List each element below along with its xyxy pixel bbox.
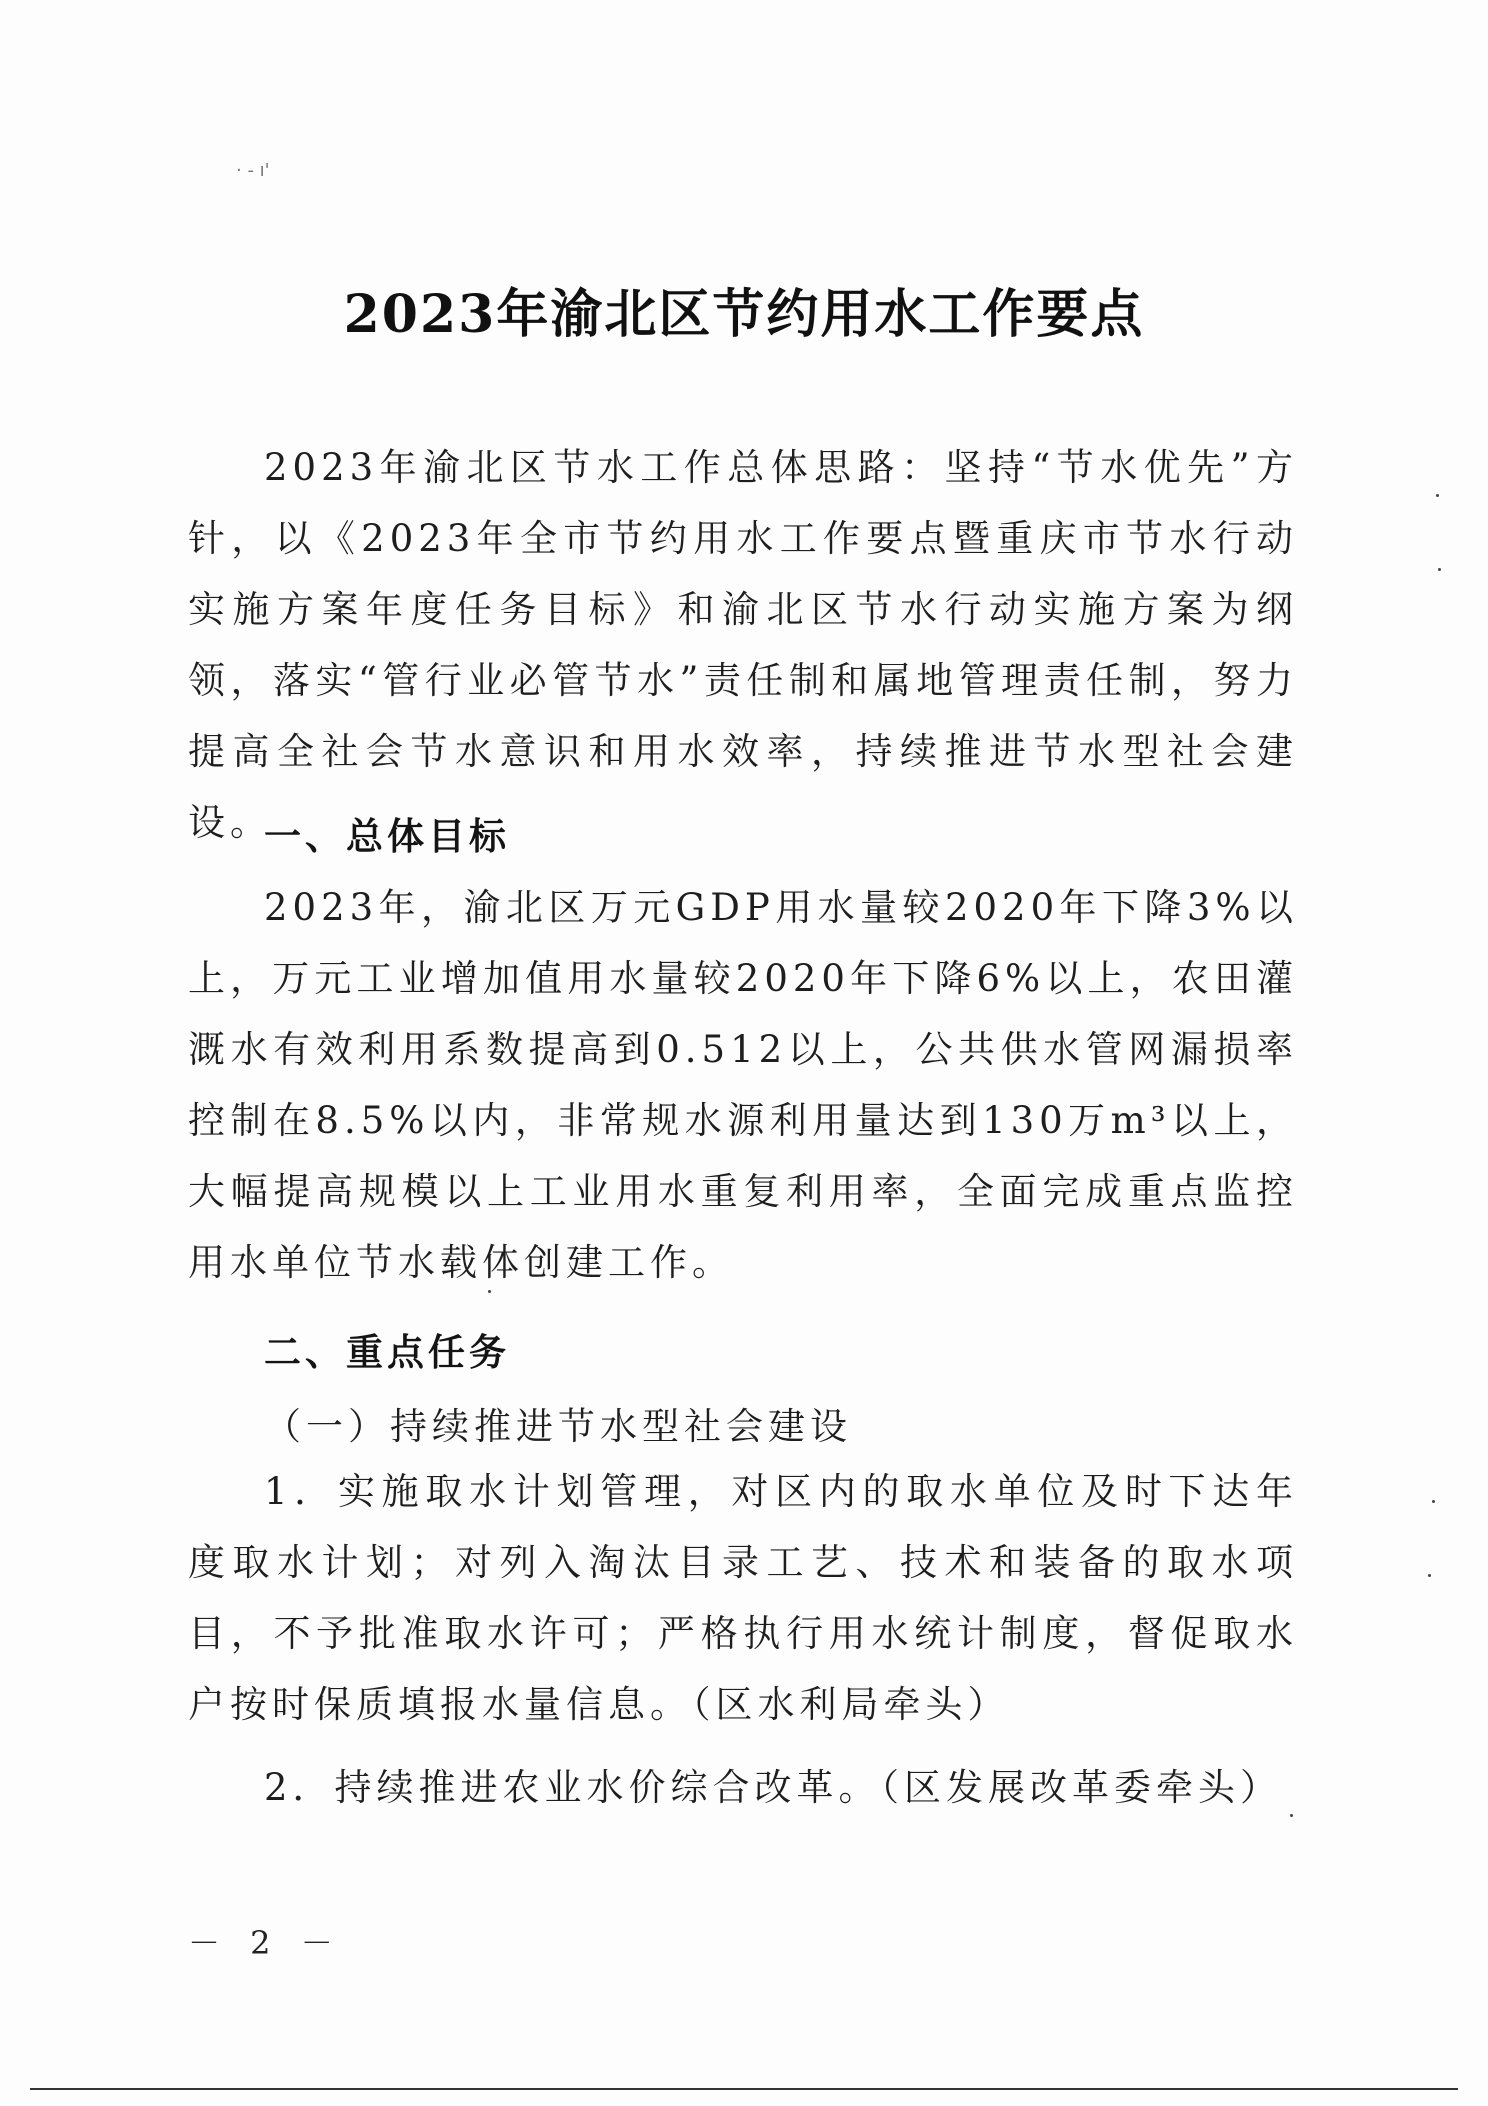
scan-dot — [1290, 1814, 1293, 1817]
document-title: 2023年渝北区节约用水工作要点 — [343, 284, 1145, 345]
intro-paragraph: 2023年渝北区节水工作总体思路：坚持“节水优先”方针，以《2023年全市节约用水工作要点暨重庆市节水行动实施方案年度任务目标》和渝北区节水行动实施方案为纲领，落实“管行业必管节水”责任制和属地管理责任制，努力提高全社会节水意识和用水效率，持续推进节水型社会建设。 — [188, 446, 1298, 844]
subsection-heading: （一）持续推进节水型社会建设 — [264, 1405, 852, 1448]
bottom-rule — [30, 2088, 1458, 2090]
scan-dot — [1428, 1574, 1431, 1577]
section1-paragraph: 2023年，渝北区万元GDP用水量较2020年下降3%以上，万元工业增加值用水量较2020年下降6%以上，农田灌溉水有效利用系数提高到0.512以上，公共供水管网漏损率控制在8.5%以内，非常规水源利用量达到130万m³以上，大幅提高规模以上工业用水重复利用率，全面完成重点监控用水单位节水载体创建工作。 — [188, 886, 1298, 1284]
task-item-2: 2．持续推进农业水价综合改革。（区发展改革委牵头） — [264, 1766, 1283, 1809]
scan-mark: · ‑ ı' — [236, 160, 270, 181]
intro-block — [188, 432, 1298, 858]
scan-dot — [488, 1290, 491, 1293]
scan-dot — [1432, 1500, 1435, 1503]
task-item-1: 1．实施取水计划管理，对区内的取水单位及时下达年度取水计划；对列入淘汰目录工艺、技术和装备的取水项目，不予批准取水许可；严格执行用水统计制度，督促取水户按时保质填报水量信息。（区水利局牵头） — [188, 1470, 1298, 1726]
item2-block — [188, 1752, 1298, 1823]
section1-block — [188, 872, 1298, 1298]
item1-block — [188, 1456, 1298, 1740]
page-number: － 2 － — [188, 1924, 343, 1962]
scan-dot — [1436, 494, 1439, 497]
section-heading-key-tasks: 二、重点任务 — [264, 1331, 510, 1374]
scan-dot — [1438, 568, 1441, 571]
section-heading-overall-goals: 一、总体目标 — [264, 815, 510, 858]
